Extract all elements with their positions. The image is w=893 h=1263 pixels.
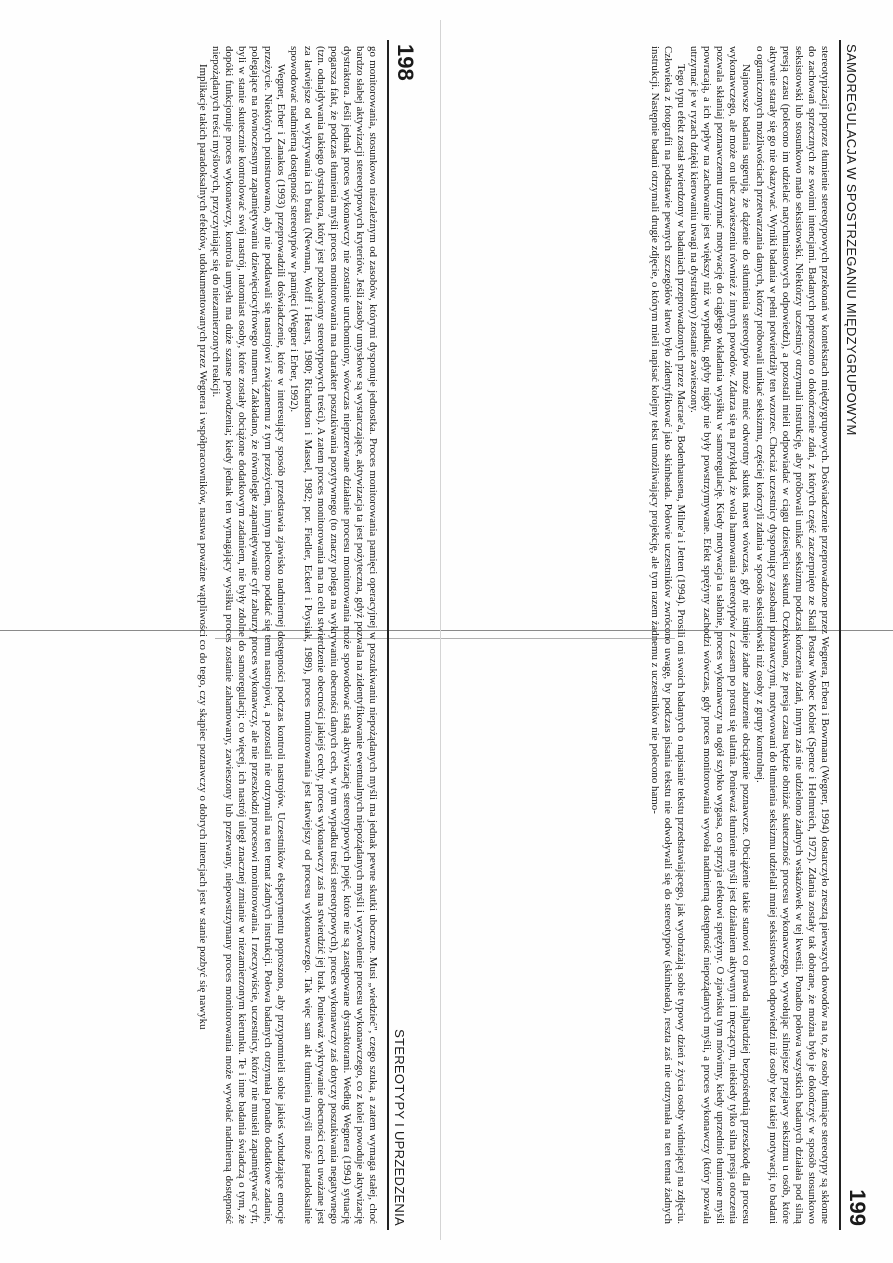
right-page <box>462 40 872 1230</box>
left-page-header <box>387 40 420 1230</box>
right-page-body <box>648 40 839 1230</box>
page-number: 198 <box>393 44 418 81</box>
left-page <box>10 40 420 1230</box>
running-head: SAMOREGULACJA W SPOSTRZEGANIU MIĘDZYGRUPOWYM <box>844 44 859 436</box>
paragraph: stereotypizacji poprzez tłumienie stereotypowych przekonań w kontekstach międzygrupowych. Doświadczenie przeprowadzone przez Wegnera, Erbera i Bowmana (Wegner, 1994) dostarczyło zresztą pierwszych dowodów na to, że osoby tłumiące stereotypy są skłonne do zachowań sprzecznych ze swoimi intencjami. Badanych poproszono o dokończenie zdań, z których część zaczerpnięto ze Skali Postaw Wobec Kobiet (Spence i Helmreich, 1972). Zdania zostały tak dobrane, że można było je dokończyć w sposób stosunkowo seksistowski lub stosunkowo mało seksistowski. Niektórzy uczestnicy otrzymali instrukcję, aby próbowali unikać seksizmu podczas kończenia zdań, innym zaś nie udzielono żadnych wskazówek w tej kwestii. Ponadto połowa wszystkich badanych działała pod silną presją czasu (polecono im udzielać natychmiastowych odpowiedzi), a pozostali mieli odpowiadać w ciągu dziesięciu sekund. Oczekiwano, że presja czasu będzie obniżać skuteczność procesu wykonawczego, wywołując silniejsze przejawy seksizmu u osób, które aktywnie starały się go nie okazywać. Wyniki badania w pełni potwierdziły ten wzorzec. Chociaż uczestnicy dysponujący zasobami poznawczymi, motywowani do tłumienia seksizmu udzielali mniej seksistowskich odpowiedzi niż osoby bez takiej motywacji, to badani o ograniczonych możliwościach przetwarzania danych, którzy próbowali unikać seksizmu, częściej kończyli zdania w sposób seksistowski niż osoby z grupy kontrolnej. <box>753 46 831 1224</box>
paragraph: go monitorowania, stosunkowo niezależnym od zasobów, którymi dysponuje jednostka. Proces monitorowania pamięci operacyjnej w poszukiwaniu niepożądanych myśli ma jednak pewne skutki uboczne. Musi „wiedzieć", czego szuka, a zatem wymaga stałej, choć bardzo słabej aktywizacji stereotypowych kryteriów. Jeśli zasoby umysłowe są wystarczające, aktywizacja ta jest pożyteczna, gdyż pozwala na zidentyfikowanie ewentualnych niepożądanych myśli i wyzwolenie procesu wykonawczego, co z kolei powoduje aktywizację dystraktora. Jeśli jednak proces wykonawczy nie zostanie uruchomiony, wówczas nieprzerwane działanie procesu monitorowania może spowodować stałą aktywizację stereotypowych pojęć, które nie są zastępowane dystraktorami. Według Wegnera (1994) sytuację pogarsza fakt, że podczas tłumienia myśli proces monitorowania ma charakter poszukiwania pozytywnego (to znaczy polega na wykrywaniu obecności danych cech, w tym wypadku treści stereotypowych), proces wykonawczy zaś dotyczy poszukiwania negatywnego (tzn. odnajdywania takiego dystraktora, który jest pozbawiony stereotypowych treści). A zatem proces monitorowania ma na celu stwierdzenie obecności jakiejś cechy, proces wykonawczy zaś ma stwierdzić jej brak. Ponieważ wykrywanie obecności cech uważane jest za łatwiejsze od wykrywania ich braku (Newman, Wolff i Hearst, 1980; Richardson i Massel, 1982; por. Fiedler, Eckert i Poysiak, 1989), proces monitorowania jest łatwiejszy od procesu wykonawczego. Tak więc sam akt tłumienia myśli może paradoksalnie spowodować nadmierną dostępność stereotypów w pamięci (Wegner i Erber, 1992). <box>288 46 379 1224</box>
left-page-body <box>196 40 387 1230</box>
right-page-rotated-content <box>462 40 872 1230</box>
page-number: 199 <box>845 1189 870 1226</box>
running-head: STEREOTYPY I UPRZEDZENIA <box>392 1029 407 1226</box>
right-page-header <box>839 40 872 1230</box>
gutter-shadow <box>440 20 441 1240</box>
paragraph: Tego typu efekt został stwierdzony w badaniach przeprowadzonych przez Macrae'a, Bodenhausena, Milne'a i Jetten (1994). Prosili oni swoich badanych o napisanie tekstu przedstawiającego, jak wyobrażają sobie typowy dzień z życia osoby widniejącej na zdjęciu. Człowieka z fotografii na podstawie pewnych szczegółów łatwo było zidentyfikować jako skinheada. Połowie uczestników zwrócono uwagę, by podczas pisania tekstu nie odwoływali się do stereotypów (skinheada), reszta zaś nie otrzymała na ten temat żadnych instrukcji. Następnie badani otrzymali drugie zdjęcie, o którym mieli napisać kolejny tekst umożliwiający projekcję, ale tym razem żadnemu z uczestników nie polecono hamo- <box>648 46 687 1224</box>
paragraph: Najnowsze badania sugerują, że dążenie do stłumienia stereotypów może mieć odwrotny skutek nawet wówczas, gdy nie istnieje żadne zaburzenie obciążenie poznawcze. Obciążenie takie stanowi co prawda najbardziej bezpośrednią przeszkodę dla procesu wykonawczego, ale może on ulec zawieszeniu również z innych powodów. Zdarza się na przykład, że wola hamowania stereotypów z czasem po prostu się ulatnia. Ponieważ tłumienie myśli jest działaniem aktywnym i męczącym, niekiedy tylko silna presja otoczenia pozwala skłaniaj poznawczemu utrzymać motywację do ciągłego wkładania wysiłku w samoregulację. Kiedy motywacja ta słabnie, proces wykonawczy na ogół szybko wygasa, co sprzyja efektowi sprężyny. O zjawisku tym mówimy, kiedy uprzednio tłumione myśli powracają, a ich wpływ na zachowanie jest większy niż w wypadku, gdyby nigdy nie były powstrzymywane. Efekt sprężyny zachodzi wówczas, gdy proces monitorowania wywoła nadmierną dostępność niepożądanych myśli, a proces wykonawczy (który pozwala utrzymać je w ryzach dzięki kierowaniu uwagi na dystraktory) zostanie zawieszony. <box>688 46 753 1224</box>
left-page-rotated-content <box>10 40 420 1230</box>
paragraph: Implikacje takich paradoksalnych efektów, udokumentowanych przez Wegnera i współpracowników, nasuwa poważne wątpliwości co do tego, czy skąpiec poznawczy o dobrych intencjach jest w stanie pozbyć się nawyku <box>196 64 209 1030</box>
paragraph: Wegner, Erber i Zanakos (1993) przeprowadzili doświadczenie, które w interesujący sposób przedstawia zjawisko nadmiernej dostępności podczas kontroli nastrojów. Uczestników eksperymentu poproszono, aby przypomnieli sobie jakieś wzbudzające emocje przeżycie. Niektórych poinstruowano, aby nie poddawali się nastrojowi związanemu z tym przeżyciem, innym polecono poddać się temu nastrojowi, a pozostali nie otrzymali na ten temat żadnych instrukcji. Połowa badanych otrzymała ponadto dodatkowe zadanie, polegające na równoczesnym zapamiętywaniu dziewięciocyfrowego numeru. Zakładano, że równoległe zapamiętywanie cyfr zaburzy proces wykonawczy, ale nie przeszkodzi procesowi monitorowania. I rzeczywiście, uczestnicy, którzy nie musieli zapamiętywać cyfr, byli w stanie skutecznie kontrolować swój nastrój, natomiast osoby, które zostały obciążone dodatkowym zadaniem, nie były zdolne do samoregulacji; co więcej, ich nastrój uległ znacznej zmianie w niezamierzonym kierunku. Te i inne badania świadczą o tym, że dopóki funkcjonuje proces wykonawczy, kontrola umysłu ma duże szanse powodzenia; kiedy jednak ten wymagający wysiłku proces zostanie zahamowany, zawieszony lub przerwany, niepowstrzymany proces monitorowania może wywołać nadmierną dostępność niepożądanych treści myślowych, przyczyniając się do niezamierzonych reakcji. <box>209 46 288 1224</box>
